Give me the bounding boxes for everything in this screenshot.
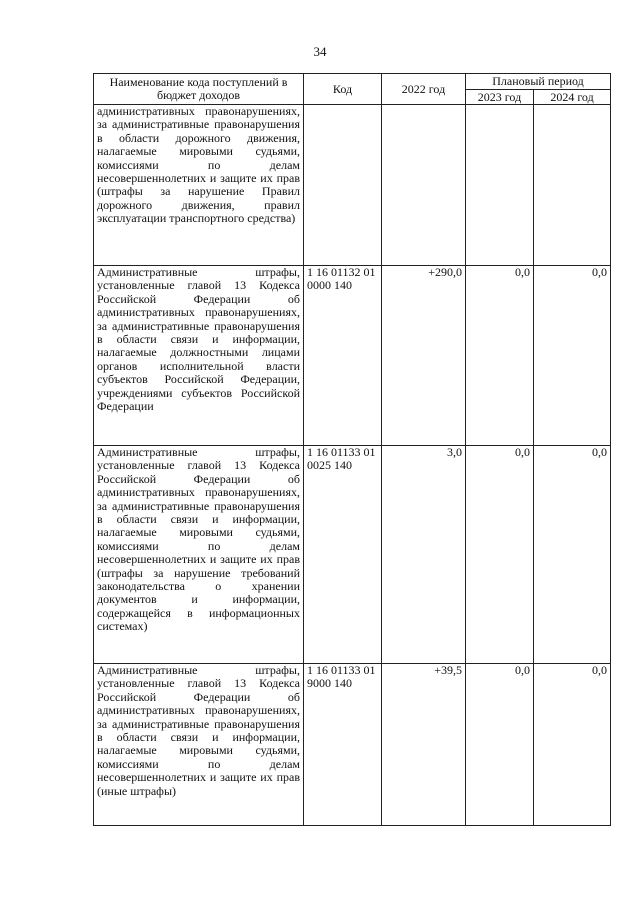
row-code: 1 16 01133 01 0025 140	[304, 446, 382, 664]
row-value-2024: 0,0	[534, 266, 611, 446]
header-planned-period: Плановый период	[466, 74, 611, 90]
row-name: Административные штрафы, установленные главой 13 Кодекса Российской Федерации об административных правонарушениях, за административные правонарушения в области связи и информации, налагаемые мировыми судьями, комиссиями по делам несовершеннолетних и защите их прав (штрафы за нарушение требований законодательства о хранении документов и информации, содержащейся в информационных системах)	[94, 446, 304, 664]
header-year-2023: 2023 год	[466, 90, 534, 105]
row-value-2022	[382, 105, 466, 266]
row-value-2022: +290,0	[382, 266, 466, 446]
header-year-2024: 2024 год	[534, 90, 611, 105]
row-code: 1 16 01133 01 9000 140	[304, 664, 382, 826]
table-row	[94, 266, 611, 446]
table-row	[94, 446, 611, 664]
row-value-2024: 0,0	[534, 664, 611, 826]
table-row	[94, 105, 611, 266]
row-value-2023: 0,0	[466, 664, 534, 826]
row-name: Административные штрафы, установленные главой 13 Кодекса Российской Федерации об административных правонарушениях, за административные правонарушения в области связи и информации, налагаемые мировыми судьями, комиссиями по делам несовершеннолетних и защите их прав (иные штрафы)	[94, 664, 304, 826]
row-value-2023	[466, 105, 534, 266]
row-name: Административные штрафы, установленные главой 13 Кодекса Российской Федерации об административных правонарушениях, за административные правонарушения в области связи и информации, налагаемые должностными лицами органов исполнительной власти субъектов Российской Федерации, учреждениями субъектов Российской Федерации	[94, 266, 304, 446]
row-value-2024: 0,0	[534, 446, 611, 664]
row-value-2024	[534, 105, 611, 266]
table-row	[94, 664, 611, 826]
row-value-2023: 0,0	[466, 266, 534, 446]
row-code: 1 16 01132 01 0000 140	[304, 266, 382, 446]
row-name: административных правонарушениях, за административные правонарушения в области дорожного движения, налагаемые мировыми судьями, комиссиями по делам несовершеннолетних и защите их прав (штрафы за нарушение Правил дорожного движения, правил эксплуатации транспортного средства)	[94, 105, 304, 266]
row-value-2022: +39,5	[382, 664, 466, 826]
budget-revenue-table	[93, 73, 611, 826]
row-value-2022: 3,0	[382, 446, 466, 664]
header-year-2022: 2022 год	[382, 74, 466, 105]
row-value-2023: 0,0	[466, 446, 534, 664]
page-number: 34	[313, 44, 327, 59]
header-code: Код	[304, 74, 382, 105]
header-name: Наименование кода поступлений в бюджет доходов	[94, 74, 304, 105]
row-code	[304, 105, 382, 266]
